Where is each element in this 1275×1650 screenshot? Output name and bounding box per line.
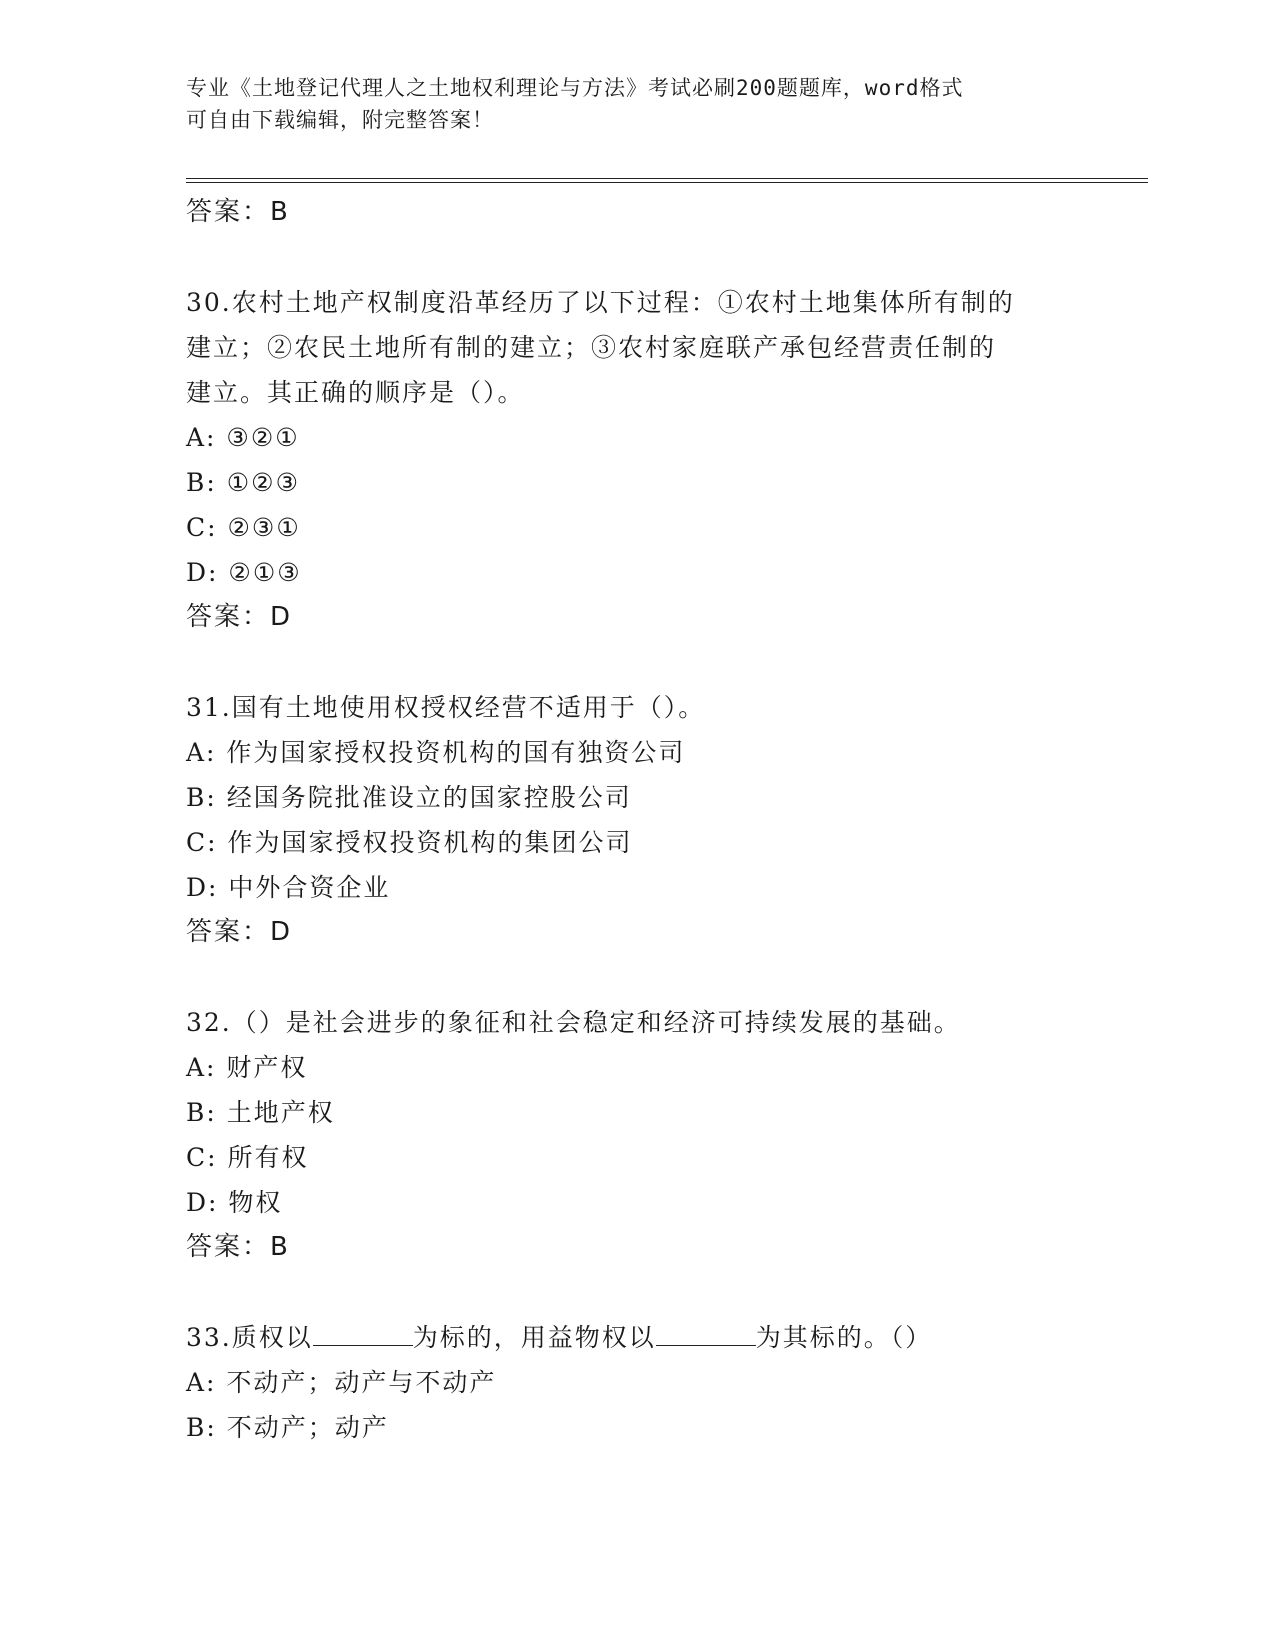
option-c: C: 作为国家授权投资机构的集团公司 — [186, 828, 633, 857]
question-31 — [186, 685, 1086, 955]
option-d: D: ②①③ — [186, 558, 302, 587]
question-list — [186, 190, 1086, 1450]
previous-answer: 答案：B — [186, 197, 290, 227]
question-stem-line: 32.（）是社会进步的象征和社会稳定和经济可持续发展的基础。 — [186, 1008, 961, 1037]
spacer — [186, 955, 1086, 1000]
question-30 — [186, 280, 1086, 640]
question-stem-line: 31.国有土地使用权授权经营不适用于（）。 — [186, 693, 706, 722]
option-c: C: ②③① — [186, 513, 301, 542]
header-line-1: 专业《土地登记代理人之土地权利理论与方法》考试必刷200题题库，word格式 — [186, 76, 964, 100]
stem-part: 为其标的。（） — [755, 1323, 933, 1352]
option-a: A: ③②① — [186, 423, 300, 452]
option-d: D: 中外合资企业 — [186, 873, 391, 902]
spacer — [186, 640, 1086, 685]
question-stem-line: 建立。其正确的顺序是（）。 — [186, 378, 525, 407]
option-b: B: ①②③ — [186, 468, 300, 497]
question-32 — [186, 1000, 1086, 1270]
question-stem-line — [186, 1315, 1086, 1360]
option-b: B: 不动产；动产 — [186, 1413, 389, 1442]
fill-in-blank — [656, 1321, 756, 1346]
stem-part: 为标的，用益物权以 — [412, 1323, 656, 1352]
spacer — [186, 235, 1086, 280]
option-a: A: 财产权 — [186, 1053, 308, 1082]
option-b: B: 经国务院批准设立的国家控股公司 — [186, 783, 632, 812]
option-a: A: 不动产；动产与不动产 — [186, 1368, 497, 1397]
question-stem-line: 30.农村土地产权制度沿革经历了以下过程：①农村土地集体所有制的 — [186, 288, 1015, 317]
answer-label: 答案：B — [186, 1232, 290, 1262]
answer-label: 答案：D — [186, 917, 293, 947]
fill-in-blank — [313, 1321, 413, 1346]
option-d: D: 物权 — [186, 1188, 283, 1217]
header-line-2: 可自由下载编辑，附完整答案！ — [186, 108, 494, 132]
option-c: C: 所有权 — [186, 1143, 309, 1172]
answer-label: 答案：D — [186, 602, 293, 632]
stem-part: 33.质权以 — [186, 1323, 313, 1352]
header-double-rule — [186, 178, 1148, 183]
option-b: B: 土地产权 — [186, 1098, 335, 1127]
option-a: A: 作为国家授权投资机构的国有独资公司 — [186, 738, 686, 767]
question-33 — [186, 1315, 1086, 1450]
spacer — [186, 1270, 1086, 1315]
document-header — [186, 72, 1086, 136]
question-stem-line: 建立；②农民土地所有制的建立；③农村家庭联产承包经营责任制的 — [186, 333, 997, 362]
